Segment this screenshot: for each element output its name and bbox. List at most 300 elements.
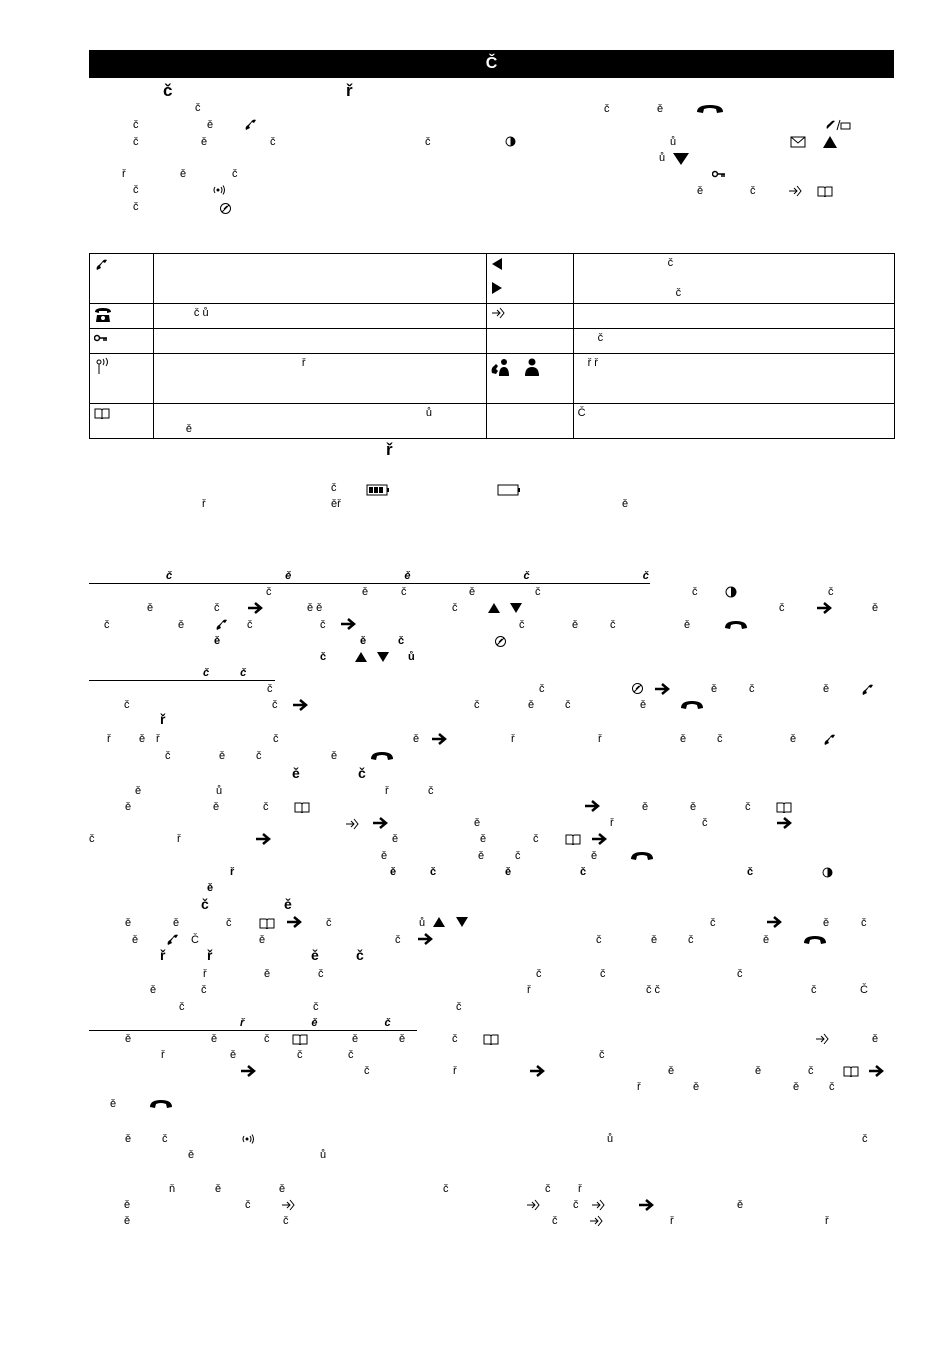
arrow-up-icon <box>487 602 501 614</box>
legend-desc-line: č <box>675 287 682 299</box>
s4-char: č <box>596 934 602 946</box>
no-signal-icon <box>631 682 644 695</box>
section2-line-2a: ř <box>202 498 206 510</box>
s4-char: ě <box>711 683 718 695</box>
left-line-3a: č <box>133 136 139 148</box>
right-line-3: ů <box>670 136 677 148</box>
legend-desc: ř <box>153 354 486 404</box>
arrow-right-icon <box>491 281 503 295</box>
s4-char: ř <box>527 984 531 996</box>
s4-char: č <box>318 968 324 980</box>
s4-char: ř <box>107 733 111 745</box>
s4-char: ě <box>292 765 300 781</box>
s7-char: č <box>573 1199 579 1211</box>
phone-handset-icon <box>860 682 876 698</box>
left-line-4b: ě <box>180 168 187 180</box>
s4-char: č <box>533 833 539 845</box>
s4-char: ř <box>177 833 181 845</box>
legend-desc-line: č <box>667 257 674 269</box>
s7-char: ě <box>215 1183 222 1195</box>
arrow-right-icon <box>654 682 670 696</box>
s6-char: ů <box>607 1133 614 1145</box>
s4-char: ě <box>823 917 830 929</box>
legend-desc: č <box>573 329 894 354</box>
s4-char: č <box>313 1001 319 1013</box>
s7-char: ě <box>279 1183 286 1195</box>
hangup-icon <box>369 750 395 762</box>
s4-char: ě <box>478 850 485 862</box>
half-circle-icon <box>724 586 738 598</box>
intercom-icon <box>491 357 511 377</box>
s3-char: č <box>610 619 616 631</box>
s4-char: ě <box>213 801 220 813</box>
arrow-right-icon <box>417 932 433 946</box>
s4-char: ř <box>156 733 160 745</box>
s4-char: ě <box>690 801 697 813</box>
left-line-3d: č <box>425 136 431 148</box>
s4-char: ě <box>125 917 132 929</box>
s3-char: č <box>104 619 110 631</box>
s4-char: č <box>226 917 232 929</box>
left-line-4a: ř <box>122 168 126 180</box>
legend-icon-cell <box>486 304 573 329</box>
s4-char: č <box>515 850 521 862</box>
s4-char: č <box>536 968 542 980</box>
s4-char: č <box>256 750 262 762</box>
section2-line-2c: ě <box>622 498 629 510</box>
right-line-4: ů <box>659 152 666 164</box>
arrow-right-icon <box>286 915 302 929</box>
s4-char: č <box>600 968 606 980</box>
page-title: Č <box>89 50 894 78</box>
s7-char: ř <box>670 1215 674 1227</box>
s4-char: ř <box>385 785 389 797</box>
s7-char: ě <box>737 1199 744 1211</box>
legend-desc <box>573 254 894 304</box>
right-line-1b: ě <box>657 103 664 115</box>
envelope-icon <box>790 136 806 148</box>
s4-char: č <box>124 699 130 711</box>
section3-underline <box>89 583 650 584</box>
hangup-icon <box>802 934 828 946</box>
s7-char: č <box>545 1183 551 1195</box>
legend-icon-cell <box>90 329 154 354</box>
s5-char: č <box>348 1049 354 1061</box>
s4-char: č č <box>646 984 661 996</box>
s7-char: č <box>283 1215 289 1227</box>
battery-full-icon <box>366 484 390 496</box>
s4-char: ě <box>284 896 292 912</box>
section2-heading: ř <box>386 440 393 459</box>
s4-char: č <box>179 1001 185 1013</box>
s4-char: ě <box>651 934 658 946</box>
arrow-right-icon <box>372 816 388 830</box>
signal-icon <box>212 184 226 196</box>
section5-underline <box>89 1030 417 1031</box>
phone-handset-icon <box>822 732 838 748</box>
s3-char: č <box>519 619 525 631</box>
legend-row-2 <box>90 304 895 329</box>
s4-char: č <box>702 817 708 829</box>
s4-char: ě <box>139 733 146 745</box>
enter-icon <box>345 818 359 830</box>
s4-char: č <box>749 683 755 695</box>
s4-char: č <box>326 917 332 929</box>
handset-card-icon <box>825 119 851 131</box>
s5-char: č <box>297 1049 303 1061</box>
signal-icon <box>241 1133 255 1145</box>
s4-char: ř <box>160 947 166 963</box>
icon-legend-table <box>89 253 895 439</box>
s4-char: č <box>395 934 401 946</box>
s4-char: ě <box>480 833 487 845</box>
section5-heading: ř ě č <box>240 1017 391 1029</box>
s3-char: č <box>214 602 220 614</box>
legend-desc <box>153 254 486 304</box>
s4-char: ě <box>135 785 142 797</box>
s3-char: č <box>247 619 253 631</box>
legend-icon-cell <box>486 404 573 439</box>
s5-char: č <box>364 1065 370 1077</box>
legend-desc: Č <box>573 404 894 439</box>
s3-char: ů <box>408 651 415 663</box>
s5-char: č <box>452 1033 458 1045</box>
phone-handset-icon <box>94 257 110 273</box>
s5-char: ě <box>793 1081 800 1093</box>
s4-char: ě <box>413 733 420 745</box>
phonebook-icon <box>776 801 792 813</box>
s3-char: č <box>266 586 272 598</box>
phonebook-icon <box>259 917 275 929</box>
s6-char: č <box>162 1133 168 1145</box>
section4-heading: č č <box>203 667 247 679</box>
s4-char: ě <box>505 866 512 878</box>
s4-char: č <box>745 801 751 813</box>
phonebook-icon <box>483 1033 499 1045</box>
antenna-icon <box>94 357 112 375</box>
arrow-down-icon <box>376 651 390 663</box>
s4-char: ě <box>207 882 214 894</box>
s4-char: ě <box>264 968 271 980</box>
s4-char: ř <box>160 711 166 727</box>
s4-char: č <box>565 699 571 711</box>
s4-char: ů <box>216 785 223 797</box>
left-line-3c: č <box>270 136 276 148</box>
s4-char: ě <box>823 683 830 695</box>
s4-char: Č <box>191 934 199 946</box>
s3-char: č <box>320 651 327 663</box>
s4-char: ě <box>474 817 481 829</box>
s5-char: ě <box>755 1065 762 1077</box>
legend-desc: ř ř <box>573 354 894 404</box>
s4-char: č <box>356 947 364 963</box>
s3-char: č <box>320 619 326 631</box>
key-icon <box>94 334 108 342</box>
s3-char: ě <box>178 619 185 631</box>
left-line-5: č <box>133 184 139 196</box>
no-signal-icon <box>494 635 507 648</box>
legend-icon-cell <box>486 254 573 304</box>
s3-char: ě <box>360 635 367 647</box>
arrow-up-icon <box>432 916 446 928</box>
legend-row-4 <box>90 354 895 404</box>
s3-char: ě <box>214 635 221 647</box>
s4-char: č <box>580 866 587 878</box>
telephone-icon <box>94 307 112 323</box>
s4-char: č <box>273 733 279 745</box>
s3-char: ě <box>362 586 369 598</box>
s3-char: ě <box>147 602 154 614</box>
s5-char: č <box>264 1033 270 1045</box>
arrow-right-icon <box>584 799 600 813</box>
s4-char: ě <box>259 934 266 946</box>
s3-char: ě <box>684 619 691 631</box>
section1-heading-b: ř <box>346 81 353 100</box>
arrow-right-icon <box>431 732 447 746</box>
s4-char: č <box>811 984 817 996</box>
left-line-4c: č <box>232 168 238 180</box>
phone-handset-icon <box>243 117 259 133</box>
s7-char: ě <box>124 1215 131 1227</box>
s5-char: ě <box>399 1033 406 1045</box>
s4-char: ů <box>419 917 426 929</box>
s7-char: ř <box>825 1215 829 1227</box>
phonebook-icon <box>94 407 110 419</box>
s4-char: č <box>201 984 207 996</box>
s6-char: č <box>862 1133 868 1145</box>
arrow-up-icon <box>354 651 368 663</box>
s3-char: č <box>401 586 407 598</box>
s5-char: č <box>599 1049 605 1061</box>
right-line-6b: č <box>750 185 756 197</box>
phonebook-icon <box>565 833 581 845</box>
enter-icon <box>589 1215 603 1227</box>
legend-desc: č ů <box>153 304 486 329</box>
s4-char: č <box>358 765 366 781</box>
left-line-1: č <box>195 102 201 114</box>
left-line-6: č <box>133 201 139 213</box>
right-line-6a: ě <box>697 185 704 197</box>
phone-handset-icon <box>165 932 181 948</box>
s4-char: ě <box>763 934 770 946</box>
s4-char: ř <box>207 947 213 963</box>
arrow-right-icon <box>816 601 832 615</box>
s5-char: ě <box>668 1065 675 1077</box>
hangup-icon <box>679 699 705 711</box>
s4-char: č <box>688 934 694 946</box>
s4-char: č <box>710 917 716 929</box>
legend-icon-cell <box>90 404 154 439</box>
s3-char: č <box>398 635 405 647</box>
s4-char: ě <box>331 750 338 762</box>
left-line-2b: ě <box>207 119 214 131</box>
battery-empty-icon <box>497 484 521 496</box>
s4-char: č <box>430 866 437 878</box>
phonebook-icon <box>817 185 833 197</box>
s3-char: č <box>692 586 698 598</box>
s4-char: č <box>747 866 754 878</box>
s4-char: ě <box>381 850 388 862</box>
right-line-1a: č <box>604 103 610 115</box>
legend-desc <box>153 404 486 439</box>
legend-icon-cell <box>486 329 573 354</box>
s6-char: ě <box>125 1133 132 1145</box>
s5-char: č <box>808 1065 814 1077</box>
s4-char: č <box>201 896 209 912</box>
enter-icon <box>281 1199 295 1211</box>
s5-char: ě <box>352 1033 359 1045</box>
s4-char: ě <box>219 750 226 762</box>
s4-char: č <box>272 699 278 711</box>
s4-char: Č <box>860 984 868 996</box>
legend-row-1 <box>90 254 895 304</box>
legend-row-3 <box>90 329 895 354</box>
arrow-right-icon <box>240 1064 256 1078</box>
legend-desc-line: ě <box>185 423 193 435</box>
phonebook-icon <box>843 1065 859 1077</box>
arrow-right-icon <box>255 832 271 846</box>
s3-char: ě <box>872 602 879 614</box>
section2-line-2b: ěř <box>331 498 341 510</box>
s4-char: č <box>267 683 273 695</box>
legend-desc-line: ů <box>425 407 433 419</box>
legend-icon-cell <box>486 354 573 404</box>
s4-char: ř <box>610 817 614 829</box>
s4-char: ě <box>125 801 132 813</box>
s6-char: ů <box>320 1149 327 1161</box>
s5-char: ě <box>693 1081 700 1093</box>
legend-icon-cell <box>90 254 154 304</box>
enter-icon <box>815 1033 829 1045</box>
s5-char: ř <box>453 1065 457 1077</box>
s7-char: ř <box>578 1183 582 1195</box>
s4-char: č <box>861 917 867 929</box>
enter-icon <box>788 185 802 197</box>
s3-char: č <box>535 586 541 598</box>
arrow-right-icon <box>638 1198 654 1212</box>
s4-char: č <box>89 833 95 845</box>
s4-char: ě <box>591 850 598 862</box>
section4-underline <box>89 680 275 681</box>
left-line-3b: ě <box>201 136 208 148</box>
s5-char: ě <box>125 1033 132 1045</box>
s5-char: ě <box>872 1033 879 1045</box>
arrow-left-icon <box>491 257 503 271</box>
half-circle-icon <box>505 136 516 147</box>
s4-char: č <box>737 968 743 980</box>
enter-icon <box>491 307 505 319</box>
section3-heading: č ě ě č č <box>166 570 649 582</box>
s4-char: ě <box>642 801 649 813</box>
s4-char: č <box>165 750 171 762</box>
arrow-right-icon <box>868 1064 884 1078</box>
phone-handset-icon <box>214 617 230 633</box>
key-icon <box>712 170 726 178</box>
legend-icon-cell <box>90 304 154 329</box>
s4-char: č <box>717 733 723 745</box>
s4-char: ř <box>598 733 602 745</box>
s7-char: ě <box>124 1199 131 1211</box>
s4-char: č <box>539 683 545 695</box>
s7-char: ň <box>169 1183 176 1195</box>
s5-char: ř <box>161 1049 165 1061</box>
s4-char: č <box>428 785 434 797</box>
s4-char: ř <box>203 968 207 980</box>
s3-char: č <box>779 602 785 614</box>
s4-char: ě <box>132 934 139 946</box>
s4-char: ě <box>311 947 319 963</box>
s3-char: ě ě <box>307 602 323 614</box>
s5-char: ě <box>211 1033 218 1045</box>
arrow-down-icon <box>672 152 690 166</box>
s4-char: ě <box>150 984 157 996</box>
arrow-right-icon <box>292 698 308 712</box>
s6-char: ě <box>188 1149 195 1161</box>
half-circle-icon <box>822 867 833 878</box>
s3-char: č <box>828 586 834 598</box>
s4-char: č <box>456 1001 462 1013</box>
legend-row-5 <box>90 404 895 439</box>
hangup-icon <box>148 1098 174 1110</box>
arrow-right-icon <box>766 915 782 929</box>
user-icon <box>524 357 540 377</box>
hangup-icon <box>695 103 725 115</box>
no-signal-icon <box>219 202 232 215</box>
arrow-down-icon <box>455 916 469 928</box>
s4-char: ř <box>511 733 515 745</box>
arrow-right-icon <box>340 617 356 631</box>
arrow-up-icon <box>822 135 838 149</box>
s7-char: č <box>443 1183 449 1195</box>
arrow-right-icon <box>247 601 263 615</box>
s5-char: č <box>829 1081 835 1093</box>
hangup-icon <box>629 850 655 862</box>
enter-icon <box>591 1199 605 1211</box>
legend-desc <box>153 329 486 354</box>
s4-char: ě <box>790 733 797 745</box>
s7-char: č <box>552 1215 558 1227</box>
hangup-icon <box>723 619 749 631</box>
s4-char: ě <box>640 699 647 711</box>
enter-icon <box>526 1199 540 1211</box>
s7-char: č <box>245 1199 251 1211</box>
s4-char: č <box>474 699 480 711</box>
arrow-down-icon <box>509 602 523 614</box>
s4-char: č <box>263 801 269 813</box>
section2-line-1: č <box>331 482 337 494</box>
left-line-2a: č <box>133 119 139 131</box>
s4-char: ě <box>680 733 687 745</box>
arrow-right-icon <box>776 816 792 830</box>
s4-char: ř <box>230 866 235 878</box>
s3-char: ě <box>469 586 476 598</box>
s5-char: ě <box>230 1049 237 1061</box>
arrow-right-icon <box>591 832 607 846</box>
phonebook-icon <box>292 1033 308 1045</box>
legend-icon-cell <box>90 354 154 404</box>
s5-char: ě <box>110 1098 117 1110</box>
s3-char: č <box>452 602 458 614</box>
s5-char: ř <box>637 1081 641 1093</box>
s4-char: ě <box>390 866 397 878</box>
legend-desc <box>573 304 894 329</box>
s4-char: ě <box>392 833 399 845</box>
phonebook-icon <box>294 801 310 813</box>
section1-heading-a: č <box>163 81 173 100</box>
s3-char: ě <box>572 619 579 631</box>
s4-char: ě <box>173 917 180 929</box>
s4-char: ě <box>528 699 535 711</box>
